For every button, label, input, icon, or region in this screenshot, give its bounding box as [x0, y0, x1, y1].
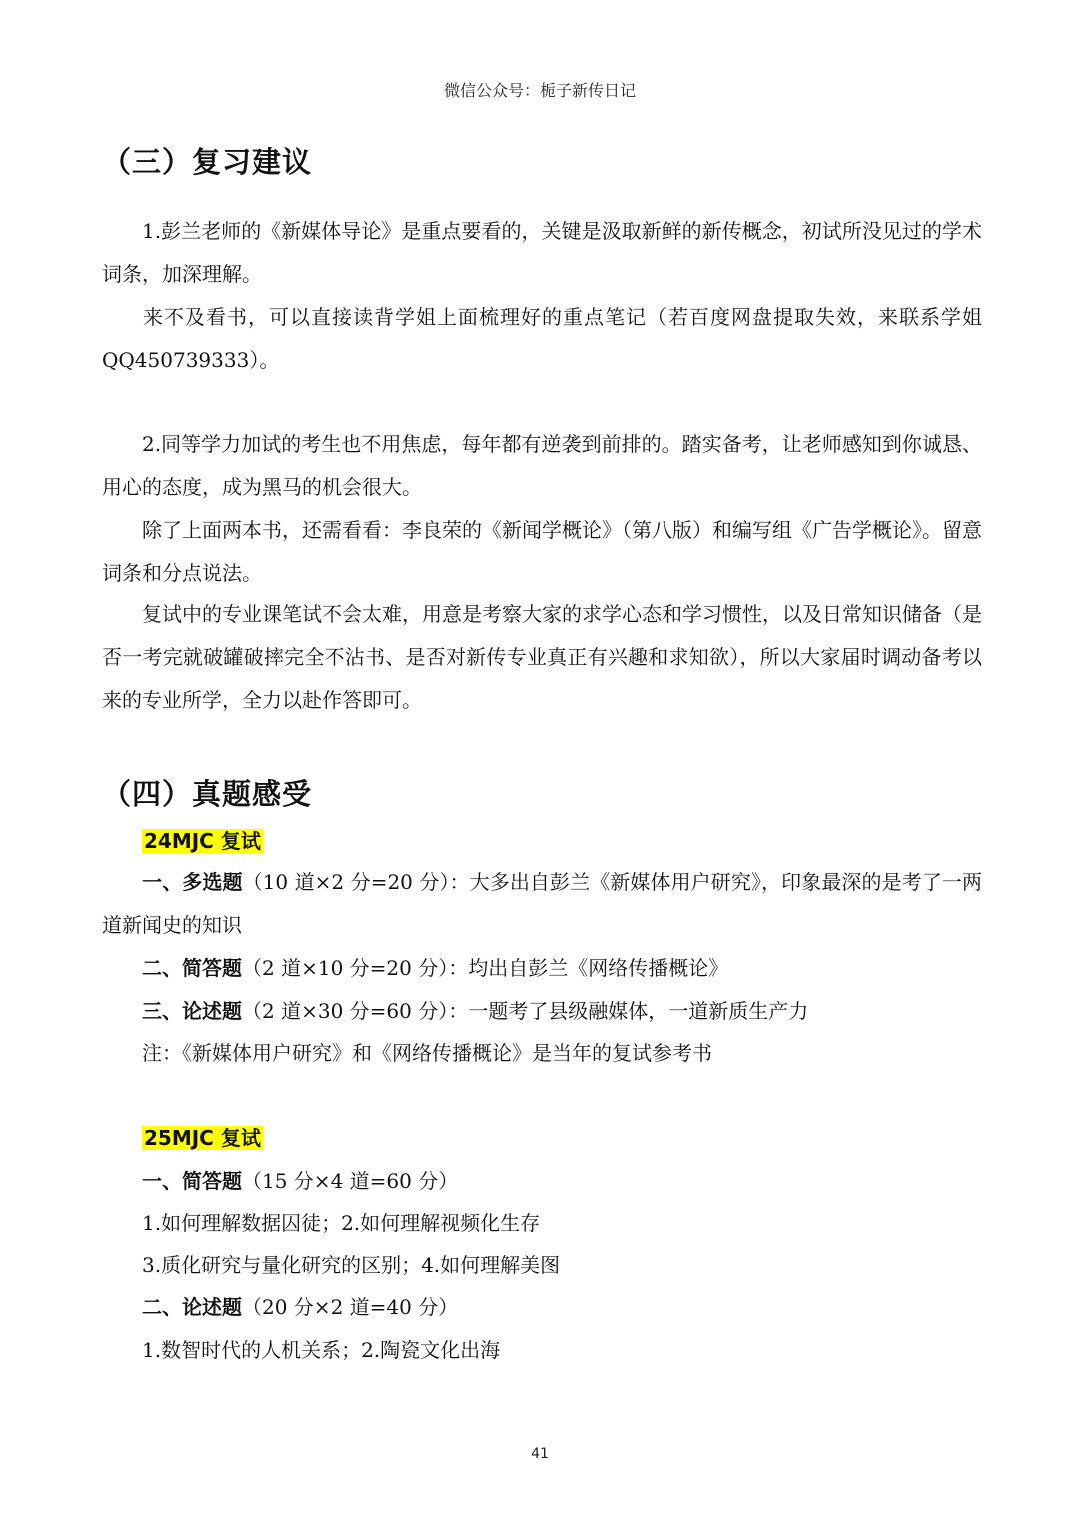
page-number: 41 [531, 1446, 549, 1462]
exam-24-q2-label: 二、简答题 [142, 956, 242, 980]
exam-25-q2 [142, 1292, 458, 1322]
exam-24-note: 注：《新媒体用户研究》和《网络传播概论》是当年的复试参考书 [142, 1041, 712, 1065]
paragraph-4 [102, 509, 982, 595]
exam-25-q1-item-1: 1.如何理解数据囚徒；2.如何理解视频化生存 [142, 1211, 541, 1235]
exam-24-label: 24MJC 复试 [144, 829, 261, 853]
exam-25-q1 [142, 1166, 458, 1196]
exam-24-q2 [142, 953, 728, 983]
exam-24-q3-label: 三、论述题 [142, 999, 242, 1023]
paragraph-1 [102, 210, 982, 296]
paragraph-5-text: 复试中的专业课笔试不会太难，用意是考察大家的求学心态和学习惯性，以及日常知识储备（是否一考完就破罐破摔完全不沾书、是否对新传专业真正有兴趣和求知欲），所以大家届时调动备考以来的专业所学，全力以赴作答即可。 [102, 602, 982, 712]
exam-25-label: 25MJC 复试 [144, 1126, 261, 1150]
exam-25-q1-item-2: 3.质化研究与量化研究的区别；4.如何理解美图 [142, 1253, 561, 1277]
paragraph-5 [102, 593, 982, 722]
paragraph-4-text: 除了上面两本书，还需看看：李良荣的《新闻学概论》（第八版）和编写组《广告学概论》。留意词条和分点说法。 [102, 518, 982, 585]
exam-24-q1 [102, 861, 982, 947]
exam-25-q2-text: （20 分×2 道=40 分） [242, 1295, 459, 1319]
exam-25-q2-label: 二、论述题 [142, 1295, 242, 1319]
exam-24-q2-text: （2 道×10 分=20 分）：均出自彭兰《网络传播概论》 [242, 956, 729, 980]
section-4-heading: （四）真题感受 [102, 777, 313, 811]
exam-25-q2-item-1: 1.数智时代的人机关系；2.陶瓷文化出海 [142, 1338, 501, 1362]
exam-25-q1-text: （15 分×4 道=60 分） [242, 1169, 459, 1193]
paragraph-3 [102, 423, 982, 509]
paragraph-3-text: 2.同等学力加试的考生也不用焦虑，每年都有逆袭到前排的。踏实备考，让老师感知到你诚恳、用心的态度，成为黑马的机会很大。 [102, 432, 982, 499]
paragraph-2-text: 来不及看书，可以直接读背学姐上面梳理好的重点笔记（若百度网盘提取失效，来联系学姐 QQ450739333）。 [102, 305, 982, 372]
exam-24-label-row [142, 826, 263, 856]
exam-25-q1-label: 一、简答题 [142, 1169, 242, 1193]
exam-24-q1-label: 一、多选题 [142, 870, 243, 894]
page-header: 微信公众号：栀子新传日记 [443, 81, 636, 100]
section-3-heading: （三）复习建议 [102, 145, 313, 179]
exam-24-q1-text: （10 道×2 分=20 分）：大多出自彭兰《新媒体用户研究》，印象最深的是考了一两道新闻史的知识 [102, 870, 983, 937]
exam-24-q3-text: （2 道×30 分=60 分）：一题考了县级融媒体，一道新质生产力 [242, 999, 809, 1023]
exam-25-label-row [142, 1123, 263, 1153]
paragraph-1-text: 1.彭兰老师的《新媒体导论》是重点要看的，关键是汲取新鲜的新传概念，初试所没见过的学术词条，加深理解。 [102, 219, 982, 286]
exam-24-q3 [142, 996, 808, 1026]
paragraph-2 [102, 296, 982, 382]
